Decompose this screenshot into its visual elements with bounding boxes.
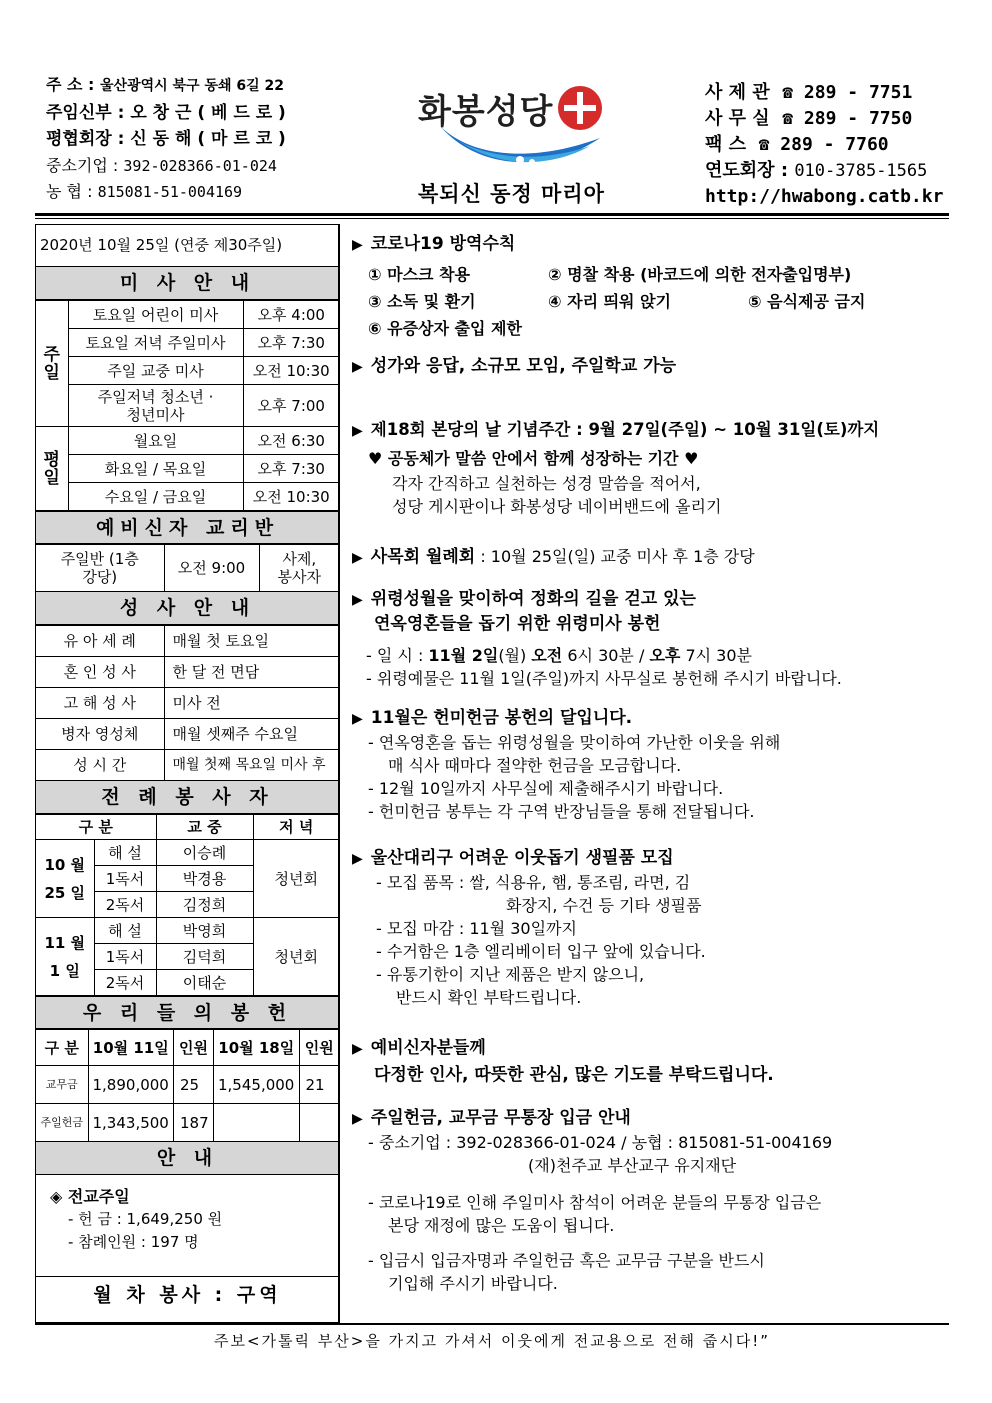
mass-time: 오후 4:00 xyxy=(243,301,339,329)
bank1-row xyxy=(46,153,346,180)
table-row xyxy=(36,657,339,688)
catechumen-notice-text: 다정한 인사, 따뜻한 관심, 많은 기도를 부탁드립니다. xyxy=(374,1065,774,1085)
charity-line: 반드시 확인 부탁드립니다. xyxy=(396,988,582,1007)
class-teacher: 사제, 봉사자 xyxy=(259,545,339,592)
office-phone: ☎ 289 - 7750 xyxy=(782,108,913,129)
service-person: 김정희 xyxy=(156,892,253,918)
memorial-am-time: 6시 30분 / xyxy=(562,646,650,665)
youth-row xyxy=(705,158,955,184)
catechumen-class-title: 예비신자 교리반 xyxy=(36,511,339,544)
table-row xyxy=(36,1066,339,1104)
memorial-offering-line: - 위령예물은 11월 1일(주일)까지 사무실로 봉헌해 주시기 바랍니다. xyxy=(366,669,842,688)
november-title: 11월은 헌미헌금 봉헌의 달입니다. xyxy=(370,708,633,728)
memorial-date-label: - 일 시 : xyxy=(366,646,429,665)
bank1-label: 중소기업 : xyxy=(46,155,119,175)
table-row xyxy=(36,918,339,944)
covid-rules-row xyxy=(352,317,952,340)
sacrament-schedule: 매월 첫째 목요일 미사 후 xyxy=(164,750,339,781)
announcement-heading: ◈ 전교주일 xyxy=(50,1187,130,1206)
table-row xyxy=(36,815,339,840)
sunday-label: 주일 xyxy=(36,301,68,427)
covid-rule: ④ 자리 띄워 앉기 xyxy=(548,292,671,311)
office-row xyxy=(705,106,955,132)
anniversary-motto: ♥ 공동체가 말씀 안에서 함께 성장하는 기간 ♥ xyxy=(368,449,699,468)
anniversary-title: 제18회 본당의 날 기념주간 : 9월 27일(주일) ~ 10월 31일(토)까지 xyxy=(370,420,880,439)
mass-time: 오후 7:30 xyxy=(243,455,339,483)
header-info xyxy=(46,72,346,206)
announcement-line: - 참례인원 : 197 명 xyxy=(68,1233,199,1251)
anniversary-line: 각자 간직하고 실천하는 성경 말씀을 적어서, xyxy=(392,474,701,493)
memorial-date-weekday: (월) xyxy=(498,646,532,665)
november-line: - 12월 10일까지 사무실에 제출해주시기 바랍니다. xyxy=(368,779,724,798)
bulletin-date: 2020년 10월 25일 (연중 제30주일) xyxy=(36,225,339,267)
offering-type: 교무금 xyxy=(36,1066,88,1104)
deposit-title: 주일헌금, 교무금 무통장 입금 안내 xyxy=(370,1108,631,1128)
announcement-box xyxy=(36,1175,339,1277)
bank2-row xyxy=(46,179,346,206)
fax-label: 팩 스 xyxy=(705,134,747,155)
notice-heading xyxy=(352,418,952,443)
announcement-line: - 헌 금 : 1,649,250 원 xyxy=(68,1210,223,1228)
triangle-icon: ▶ xyxy=(352,1041,363,1057)
charity-title: 울산대리구 어려운 이웃돕기 생필품 모집 xyxy=(370,848,674,868)
col-header: 10월 18일 xyxy=(214,1030,300,1066)
catechumen-notice xyxy=(352,1036,952,1087)
sacrament-name: 병자 영성체 xyxy=(36,719,164,750)
column-divider xyxy=(338,224,340,1323)
table-row xyxy=(36,301,339,329)
offering-count: 21 xyxy=(299,1066,339,1104)
table-row xyxy=(36,357,339,385)
mass-time: 오전 10:30 xyxy=(243,357,339,385)
deposit-notice xyxy=(352,1106,952,1295)
council-title: 사목회 월례회 xyxy=(370,547,476,567)
website-link[interactable]: http://hwabong.catb.kr xyxy=(705,186,944,207)
bank2-label: 농 협 : xyxy=(46,182,93,201)
covid-rules-row xyxy=(352,290,952,313)
rectory-phone: ☎ 289 - 7751 xyxy=(782,82,913,103)
header-divider xyxy=(35,213,949,216)
offering-amount: 1,343,500 xyxy=(88,1104,174,1142)
youth-label: 연도회장 : xyxy=(705,160,789,181)
offering-amount xyxy=(214,1104,300,1142)
rectory-label: 사 제 관 xyxy=(705,82,770,103)
triangle-icon: ▶ xyxy=(352,423,363,439)
footer-divider xyxy=(35,1323,949,1325)
youth-phone: 010-3785-1565 xyxy=(794,161,928,181)
evening-group: 청년회 xyxy=(253,918,339,996)
anniversary-notice xyxy=(352,418,952,518)
announcement-title: 안 내 xyxy=(36,1142,339,1175)
singing-text: 성가와 응답, 소규모 모임, 주일학교 가능 xyxy=(370,356,677,376)
covid-rule: ③ 소독 및 환기 xyxy=(368,292,476,311)
sacrament-name: 고 해 성 사 xyxy=(36,688,164,719)
weekday-label: 평일 xyxy=(36,427,68,511)
charity-line: - 모집 품목 : 쌀, 식용유, 햄, 통조림, 라면, 김 xyxy=(376,873,691,892)
covid-notice xyxy=(352,232,952,340)
mass-name: 토요일 어린이 미사 xyxy=(68,301,243,329)
memorial-mass-notice xyxy=(352,587,952,690)
mass-time: 오후 7:00 xyxy=(243,385,339,427)
service-date: 10 월 25 일 xyxy=(36,840,94,918)
offering-amount: 1,545,000 xyxy=(214,1066,300,1104)
sacraments-table xyxy=(36,625,339,781)
header-contacts xyxy=(705,80,955,210)
fax-row xyxy=(705,132,955,158)
table-row xyxy=(36,385,339,427)
notice-heading xyxy=(352,232,952,257)
sacrament-schedule: 미사 전 xyxy=(164,688,339,719)
notice-heading xyxy=(352,545,952,570)
table-row xyxy=(36,455,339,483)
notice-heading xyxy=(352,706,952,731)
liturgy-servers-table xyxy=(36,814,339,996)
catechumen-notice-title: 예비신자분들께 xyxy=(370,1038,486,1058)
deposit-line: 본당 재정에 많은 도움이 됩니다. xyxy=(388,1216,615,1235)
offering-count: 187 xyxy=(174,1104,214,1142)
notice-heading xyxy=(352,354,952,379)
service-person: 박경용 xyxy=(156,866,253,892)
november-line: - 연옥영혼을 돕는 위령성월을 맞이하여 가난한 이웃을 위해 xyxy=(368,733,781,752)
deposit-accounts: - 중소기업 : 392-028366-01-024 / 농협 : 815081-51-004169 xyxy=(368,1133,833,1152)
col-header: 저 녁 xyxy=(253,815,339,840)
offering-count: 25 xyxy=(174,1066,214,1104)
pastor-label: 주임신부 : xyxy=(46,102,125,123)
covid-rule: ② 명찰 착용 (바코드에 의한 전자출입명부) xyxy=(548,265,852,284)
address-row xyxy=(46,72,346,100)
triangle-icon: ▶ xyxy=(352,592,363,608)
november-line: - 헌미헌금 봉투는 각 구역 반장님들을 통해 전달됩니다. xyxy=(368,802,755,821)
rectory-row xyxy=(705,80,955,106)
col-header: 인원 xyxy=(299,1030,339,1066)
service-date: 11 월 1 일 xyxy=(36,918,94,996)
parish-name: 화봉성당 xyxy=(418,92,554,132)
council-value: 신 동 해 ( 마 르 코 ) xyxy=(130,129,286,149)
anniversary-line: 성당 게시판이나 화봉성당 네이버밴드에 올리기 xyxy=(392,497,722,516)
council-notice xyxy=(352,545,952,570)
memorial-title: 위령성월을 맞이하여 정화의 길을 걷고 있는 xyxy=(370,589,696,609)
charity-line: - 수거함은 1층 엘리베이터 입구 앞에 있습니다. xyxy=(376,942,706,961)
memorial-date xyxy=(352,644,952,667)
sacrament-schedule: 한 달 전 면담 xyxy=(164,657,339,688)
covid-title: 코로나19 방역수칙 xyxy=(370,234,516,254)
evening-group: 청년회 xyxy=(253,840,339,918)
service-role: 1독서 xyxy=(94,866,156,892)
covid-rule: ① 마스크 착용 xyxy=(368,265,470,284)
charity-line: 화장지, 수건 등 기타 생필품 xyxy=(506,896,702,915)
mass-time: 오전 10:30 xyxy=(243,483,339,511)
notice-heading xyxy=(352,587,952,612)
service-person: 이태순 xyxy=(156,970,253,996)
mass-name: 토요일 저녁 주일미사 xyxy=(68,329,243,357)
service-role: 1독서 xyxy=(94,944,156,970)
table-row xyxy=(36,1104,339,1142)
mass-time: 오전 6:30 xyxy=(243,427,339,455)
offering-title: 우 리 들 의 봉 헌 xyxy=(36,996,339,1029)
office-label: 사 무 실 xyxy=(705,108,770,129)
left-column xyxy=(35,224,339,1323)
mass-name: 주일 교중 미사 xyxy=(68,357,243,385)
table-row xyxy=(36,840,339,866)
memorial-date-day: 11월 2일 xyxy=(428,646,499,665)
mass-schedule-table xyxy=(36,300,339,511)
charity-line: - 모집 마감 : 11월 30일까지 xyxy=(376,919,577,938)
address-value: 울산광역시 북구 동쇄 6길 22 xyxy=(100,78,284,94)
covid-rule: ⑤ 음식제공 금지 xyxy=(748,292,866,311)
table-row xyxy=(36,545,339,592)
catechumen-table xyxy=(36,544,339,592)
parish-logo xyxy=(400,80,650,205)
col-header: 구 분 xyxy=(36,815,156,840)
service-role: 해 설 xyxy=(94,840,156,866)
triangle-icon: ▶ xyxy=(352,711,363,727)
memorial-pm-time: 7시 30분 xyxy=(680,646,752,665)
deposit-holder: (재)천주교 부산교구 유지재단 xyxy=(528,1156,737,1175)
covid-rule: ⑥ 유증상자 출입 제한 xyxy=(368,319,522,338)
address-label: 주 소 : xyxy=(46,75,95,94)
notice-heading xyxy=(352,846,952,871)
bank1-value: 392-028366-01-024 xyxy=(123,156,277,175)
offering-table xyxy=(36,1029,339,1142)
singing-notice xyxy=(352,354,952,379)
triangle-icon: ▶ xyxy=(352,851,363,867)
table-row xyxy=(36,329,339,357)
class-time: 오전 9:00 xyxy=(164,545,259,592)
mass-name: 월요일 xyxy=(68,427,243,455)
col-header: 구 분 xyxy=(36,1030,88,1066)
table-row xyxy=(36,719,339,750)
memorial-pm: 오후 xyxy=(649,646,681,665)
mass-name: 화요일 / 목요일 xyxy=(68,455,243,483)
mass-schedule-title: 미 사 안 내 xyxy=(36,267,339,300)
service-person: 박영희 xyxy=(156,918,253,944)
offering-count xyxy=(299,1104,339,1142)
class-place: 주일반 (1층강당) xyxy=(36,545,164,592)
service-person: 김덕희 xyxy=(156,944,253,970)
table-row xyxy=(36,688,339,719)
parish-patron: 복되신 동정 마리아 xyxy=(418,182,605,206)
sacrament-schedule: 매월 첫 토요일 xyxy=(164,626,339,657)
footer-message: 주보<가톨릭 부산>을 가지고 가셔서 이웃에게 전교용으로 전해 줍시다!” xyxy=(213,1332,771,1350)
memorial-title-2: 연옥영혼들을 돕기 위한 위령미사 봉헌 xyxy=(374,614,661,634)
table-row xyxy=(36,483,339,511)
wave-emblem-icon xyxy=(400,116,620,172)
monthly-service: 월 차 봉사 : 구역 xyxy=(93,1284,282,1306)
mass-time: 오후 7:30 xyxy=(243,329,339,357)
service-role: 2독서 xyxy=(94,970,156,996)
triangle-icon: ▶ xyxy=(352,359,363,375)
table-row xyxy=(36,626,339,657)
col-header: 인원 xyxy=(174,1030,214,1066)
sacrament-name: 유 아 세 례 xyxy=(36,626,164,657)
triangle-icon: ▶ xyxy=(352,1111,363,1127)
table-row xyxy=(36,750,339,781)
header-divider-thin xyxy=(35,218,949,219)
pastor-value: 오 창 근 ( 베 드 로 ) xyxy=(130,102,286,123)
triangle-icon: ▶ xyxy=(352,237,363,253)
charity-notice xyxy=(352,846,952,1009)
bank2-value: 815081-51-004169 xyxy=(97,183,243,201)
offering-type: 주일헌금 xyxy=(36,1104,88,1142)
offering-amount: 1,890,000 xyxy=(88,1066,174,1104)
november-offering-notice xyxy=(352,706,952,823)
mass-name: 주일저녁 청소년 · 청년미사 xyxy=(68,385,243,427)
service-role: 2독서 xyxy=(94,892,156,918)
col-header: 10월 11일 xyxy=(88,1030,174,1066)
fax-number: ☎ 289 - 7760 xyxy=(758,134,889,155)
charity-line: - 유통기한이 지난 제품은 받지 않으니, xyxy=(376,965,645,984)
covid-rules-row xyxy=(352,263,952,286)
deposit-line: - 코로나19로 인해 주일미사 참석이 어려운 분들의 무통장 입금은 xyxy=(368,1193,822,1212)
col-header: 교 중 xyxy=(156,815,253,840)
sacrament-name: 혼 인 성 사 xyxy=(36,657,164,688)
council-label: 평협회장 : xyxy=(46,129,125,149)
notice-heading xyxy=(352,1106,952,1131)
service-person: 이승례 xyxy=(156,840,253,866)
pastor-row xyxy=(46,100,346,127)
memorial-am: 오전 xyxy=(531,646,563,665)
table-row xyxy=(36,427,339,455)
november-line: 매 식사 때마다 절약한 헌금을 모금합니다. xyxy=(388,756,682,775)
sacrament-name: 성 시 간 xyxy=(36,750,164,781)
liturgy-servers-title: 전 례 봉 사 자 xyxy=(36,781,339,814)
council-row xyxy=(46,126,346,153)
table-row xyxy=(36,1030,339,1066)
notice-heading xyxy=(352,1036,952,1061)
sacraments-title: 성 사 안 내 xyxy=(36,592,339,625)
service-role: 해 설 xyxy=(94,918,156,944)
deposit-line: 기입해 주시기 바랍니다. xyxy=(388,1274,558,1293)
mass-name: 수요일 / 금요일 xyxy=(68,483,243,511)
deposit-line: - 입금시 입금자명과 주일헌금 혹은 교무금 구분을 반드시 xyxy=(368,1251,765,1270)
council-text: : 10월 25일(일) 교중 미사 후 1층 강당 xyxy=(475,547,755,566)
sacrament-schedule: 매월 셋째주 수요일 xyxy=(164,719,339,750)
triangle-icon: ▶ xyxy=(352,550,363,566)
